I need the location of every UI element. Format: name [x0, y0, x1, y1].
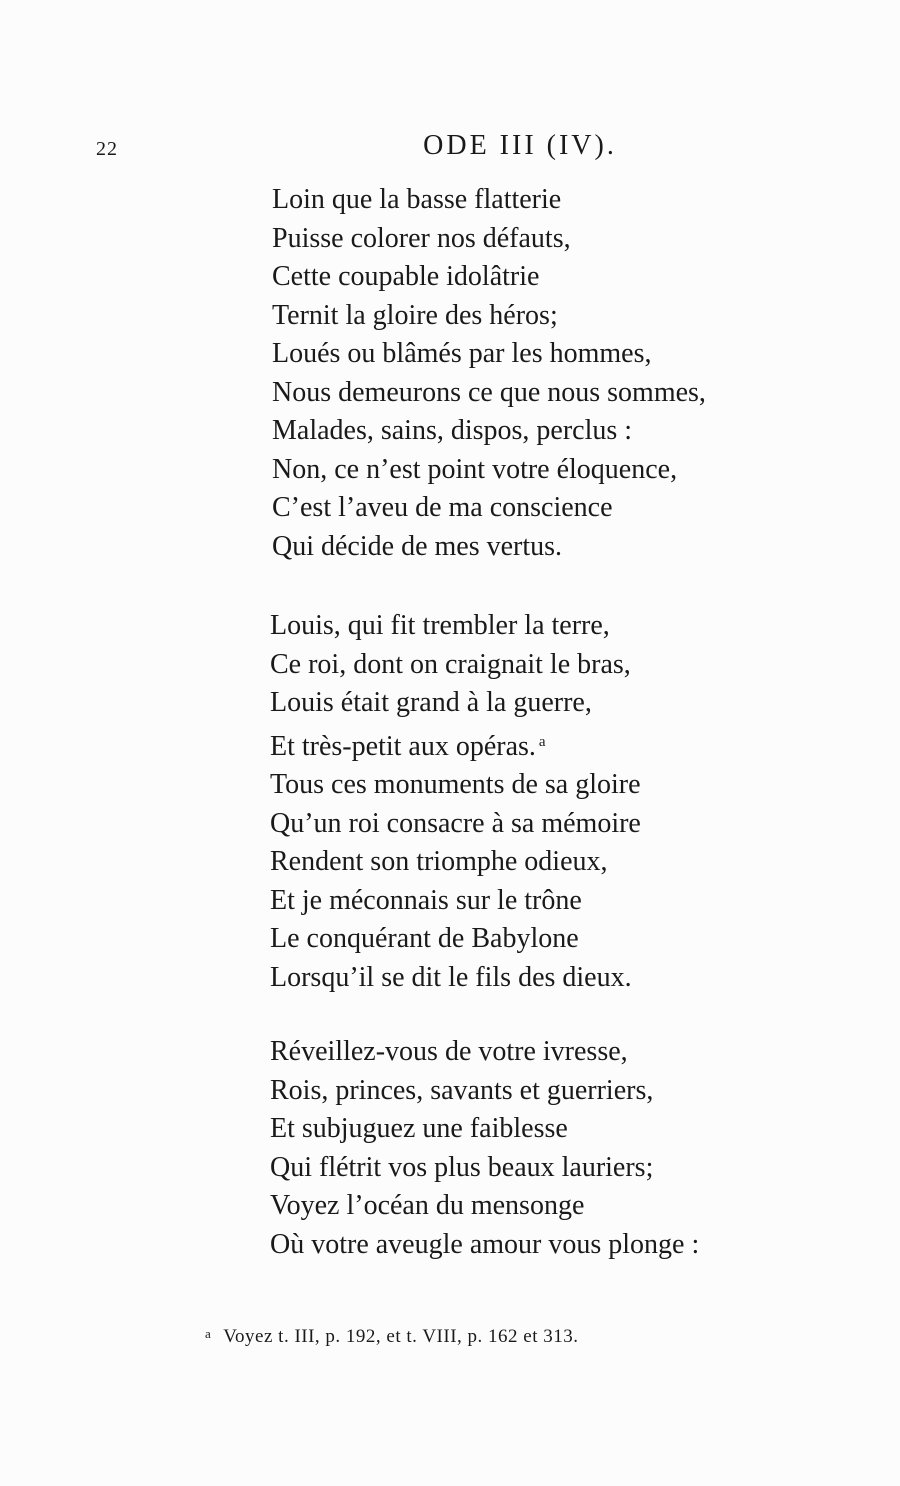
verse-line: Rois, princes, savants et guerriers,: [270, 1074, 654, 1106]
verse-line: C’est l’aveu de ma conscience: [272, 492, 613, 523]
verse-line: Ce roi, dont on craignait le bras,: [270, 648, 631, 680]
verse-line: Ternit la gloire des héros;: [272, 299, 558, 331]
verse-line: Loués ou blâmés par les hommes,: [272, 338, 652, 369]
verse-line: Voyez l’océan du mensonge: [270, 1190, 585, 1221]
verse-line: Le conquérant de Babylone: [270, 923, 579, 954]
verse-line: Qui flétrit vos plus beaux lauriers;: [270, 1151, 654, 1183]
verse-line: Et je méconnais sur le trône: [270, 884, 582, 916]
stanza-2: [270, 607, 641, 997]
verse-line: Rendent son triomphe odieux,: [270, 846, 608, 877]
verse-line: Qu’un roi consacre à sa mémoire: [270, 807, 641, 839]
verse-line: Malades, sains, dispos, perclus :: [272, 415, 633, 446]
footnote-text: Voyez t. III, p. 192, et t. VIII, p. 162 et 313.: [223, 1326, 579, 1347]
verse-line: Tous ces monuments de sa gloire: [270, 769, 641, 800]
page-number: 22: [96, 138, 118, 160]
verse-line-text: Et très-petit aux opéras.: [270, 730, 536, 762]
footnote-reference: a: [538, 733, 546, 750]
verse-line-with-note: [270, 723, 641, 767]
verse-line: Réveillez-vous de votre ivresse,: [270, 1036, 628, 1067]
stanza-1: [272, 181, 706, 566]
footnote: [205, 1326, 579, 1348]
verse-line: Louis était grand à la guerre,: [270, 687, 592, 718]
running-title: ODE III (IV).: [423, 130, 617, 161]
verse-line: Lorsqu’il se dit le fils des dieux.: [270, 961, 632, 993]
verse-line: Puisse colorer nos défauts,: [272, 222, 571, 254]
verse-line: Qui décide de mes vertus.: [272, 530, 563, 562]
verse-line: Où votre aveugle amour vous plonge :: [270, 1228, 700, 1260]
verse-line: Cette coupable idolâtrie: [272, 261, 540, 292]
verse-line: Et subjuguez une faiblesse: [270, 1113, 568, 1144]
footnote-marker: a: [205, 1326, 212, 1341]
verse-line: Nous demeurons ce que nous sommes,: [272, 376, 706, 408]
verse-line: Loin que la basse flatterie: [272, 184, 562, 215]
verse-line: Louis, qui fit trembler la terre,: [270, 610, 610, 641]
stanza-3: [270, 1033, 699, 1264]
verse-line: Non, ce n’est point votre éloquence,: [272, 453, 678, 485]
